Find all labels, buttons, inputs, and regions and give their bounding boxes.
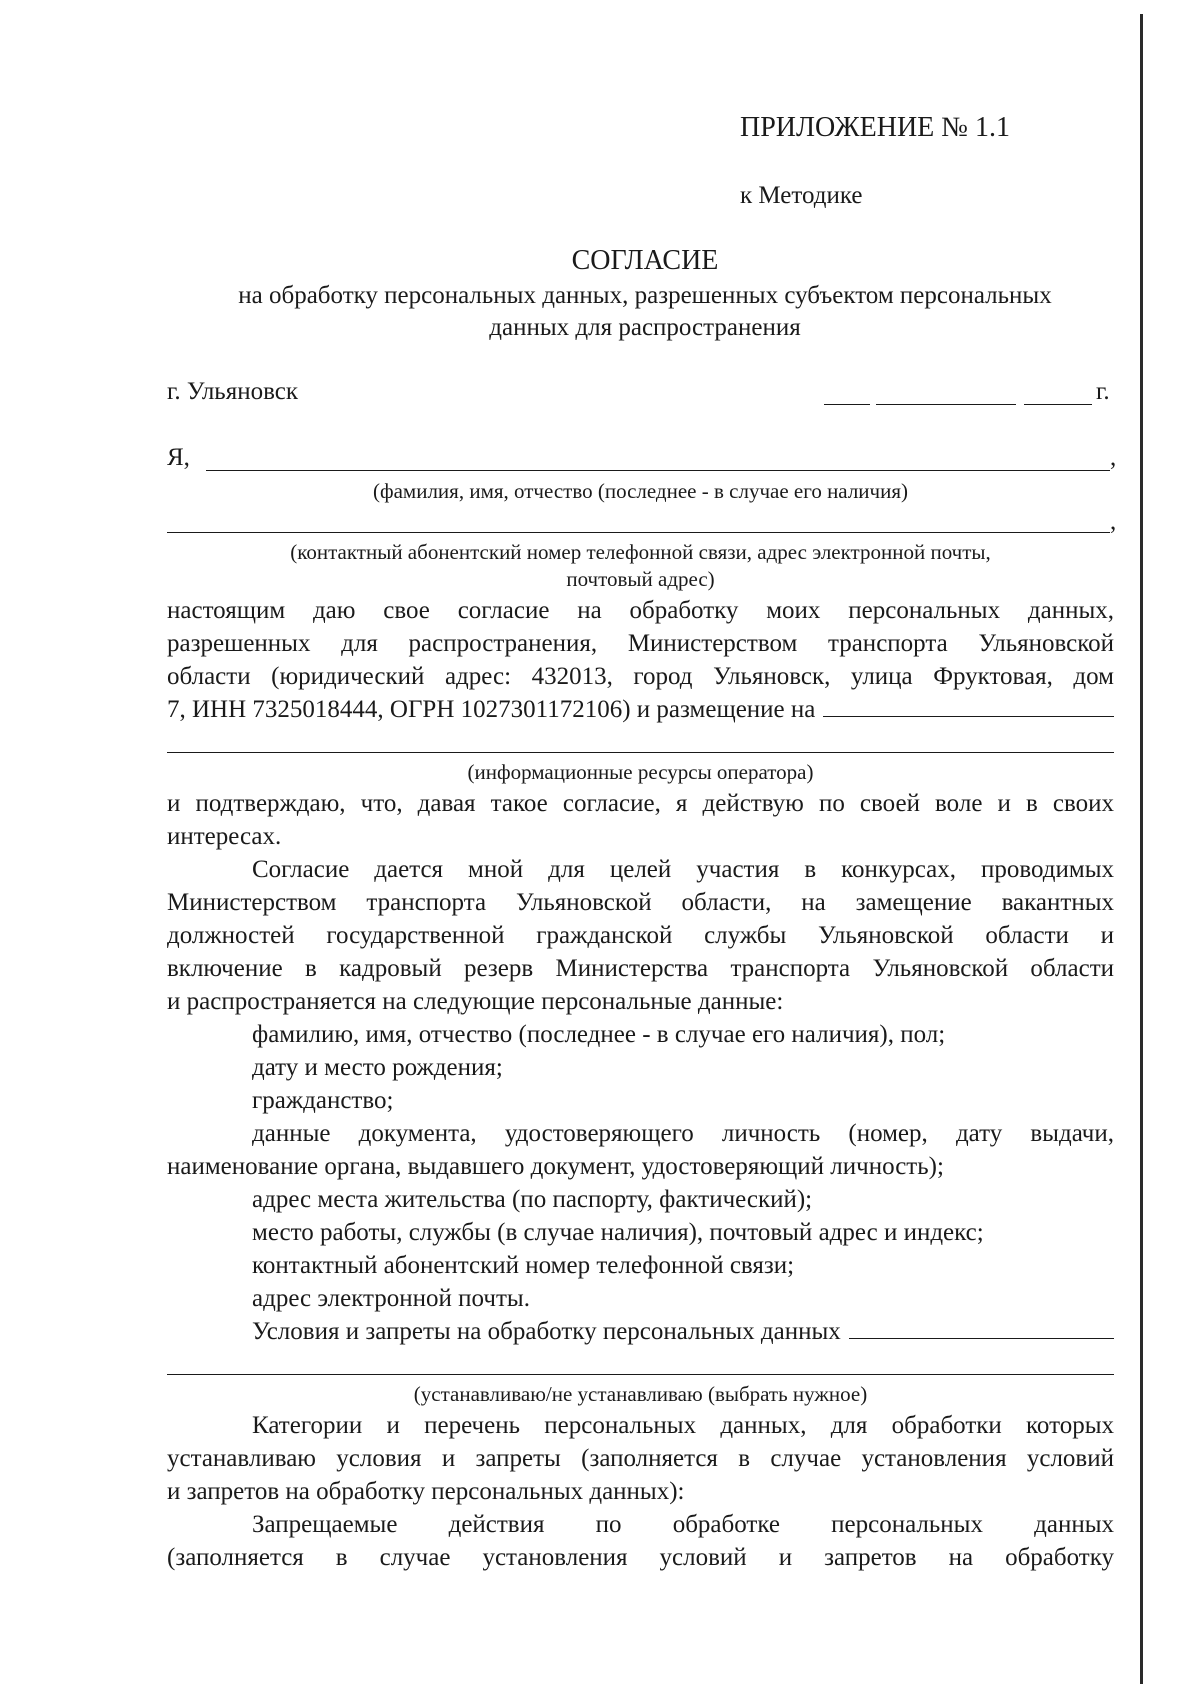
categories-line-1: Категории и перечень персональных данных, для обработки которых [252,1412,1114,1439]
categories-line-3: и запретов на обработку персональных данных): [167,1478,685,1505]
purpose-line-4: включение в кадровый резерв Министерства транспорта Ульяновской области [167,955,1114,982]
document-subtitle-line1: на обработку персональных данных, разрешенных субъектом персональных [238,282,1052,309]
date-day-blank[interactable] [824,404,870,405]
list-item-id-document-cont: наименование органа, выдавшего документ, удостоверяющий личность); [167,1153,944,1180]
placement-field-start[interactable] [823,715,1114,717]
contacts-caption-line1: (контактный абонентский номер телефонной связи, адрес электронной почты, [290,540,991,564]
consent-line-1: настоящим даю свое согласие на обработку моих персональных данных, [167,597,1114,624]
document-title: СОГЛАСИЕ [571,245,719,276]
categories-line-2: устанавливаю условия и запреты (заполняется в случае установления условий [167,1445,1114,1472]
list-item-id-document: данные документа, удостоверяющего личность (номер, дату выдачи, [252,1120,1114,1147]
document-subtitle-line2: данных для распространения [489,314,801,341]
list-item-address: адрес места жительства (по паспорту, фактический); [252,1186,813,1213]
conditions-field[interactable] [167,1374,1114,1375]
city-label: г. Ульяновск [167,378,298,405]
method-reference: к Методике [740,182,863,209]
list-item-email: адрес электронной почты. [252,1285,530,1312]
date-year-blank[interactable] [1024,404,1092,405]
purpose-line-5: и распространяется на следующие персональные данные: [167,988,784,1015]
list-item-workplace: место работы, службы (в случае наличия), почтовый адрес и индекс; [252,1219,984,1246]
name-comma: , [1110,444,1117,471]
contacts-caption-line2: почтовый адрес) [566,567,715,591]
conditions-line [252,1318,1114,1346]
prohibited-line-1: Запрещаемые действия по обработке персональных данных [252,1511,1114,1538]
purpose-line-1: Согласие дается мной для целей участия в конкурсах, проводимых [252,856,1114,883]
prohibited-line-2: (заполняется в случае установления условий и запретов на обработку [167,1544,1114,1571]
list-item-phone: контактный абонентский номер телефонной связи; [252,1252,795,1279]
appendix-label: ПРИЛОЖЕНИЕ № 1.1 [740,112,1010,143]
consent-line-3: области (юридический адрес: 432013, город Ульяновск, улица Фруктовая, дом [167,663,1114,690]
select-caption: (устанавливаю/не устанавливаю (выбрать нужное) [413,1382,868,1406]
resources-caption: (информационные ресурсы оператора) [467,760,814,784]
confirm-line-1: и подтверждаю, что, давая такое согласие, я действую по своей воле и в своих [167,790,1114,817]
conditions-field-start[interactable] [849,1337,1114,1339]
list-item-name: фамилию, имя, отчество (последнее - в случае его наличия), пол; [252,1021,946,1048]
conditions-text: Условия и запреты на обработку персональных данных [252,1318,841,1345]
i-prefix: Я, [167,444,190,471]
confirm-line-2: интересах. [167,823,282,850]
list-item-birth: дату и место рождения; [252,1054,503,1081]
list-item-citizenship: гражданство; [252,1087,394,1114]
contacts-comma: , [1110,508,1117,535]
purpose-line-2: Министерством транспорта Ульяновской области, на замещение вакантных [167,889,1114,916]
year-suffix: г. [1096,378,1110,405]
consent-line-4 [167,696,1114,724]
consent-last-text: 7, ИНН 7325018444, ОГРН 1027301172106) и размещение на [167,696,816,723]
consent-line-2: разрешенных для распространения, Министерством транспорта Ульяновской [167,630,1114,657]
full-name-field[interactable] [206,470,1110,471]
placement-field[interactable] [167,752,1114,753]
name-field-caption: (фамилия, имя, отчество (последнее - в случае его наличия) [373,479,908,503]
contacts-field[interactable] [167,532,1110,533]
date-month-blank[interactable] [876,404,1016,405]
purpose-line-3: должностей государственной гражданской службы Ульяновской области и [167,922,1114,949]
